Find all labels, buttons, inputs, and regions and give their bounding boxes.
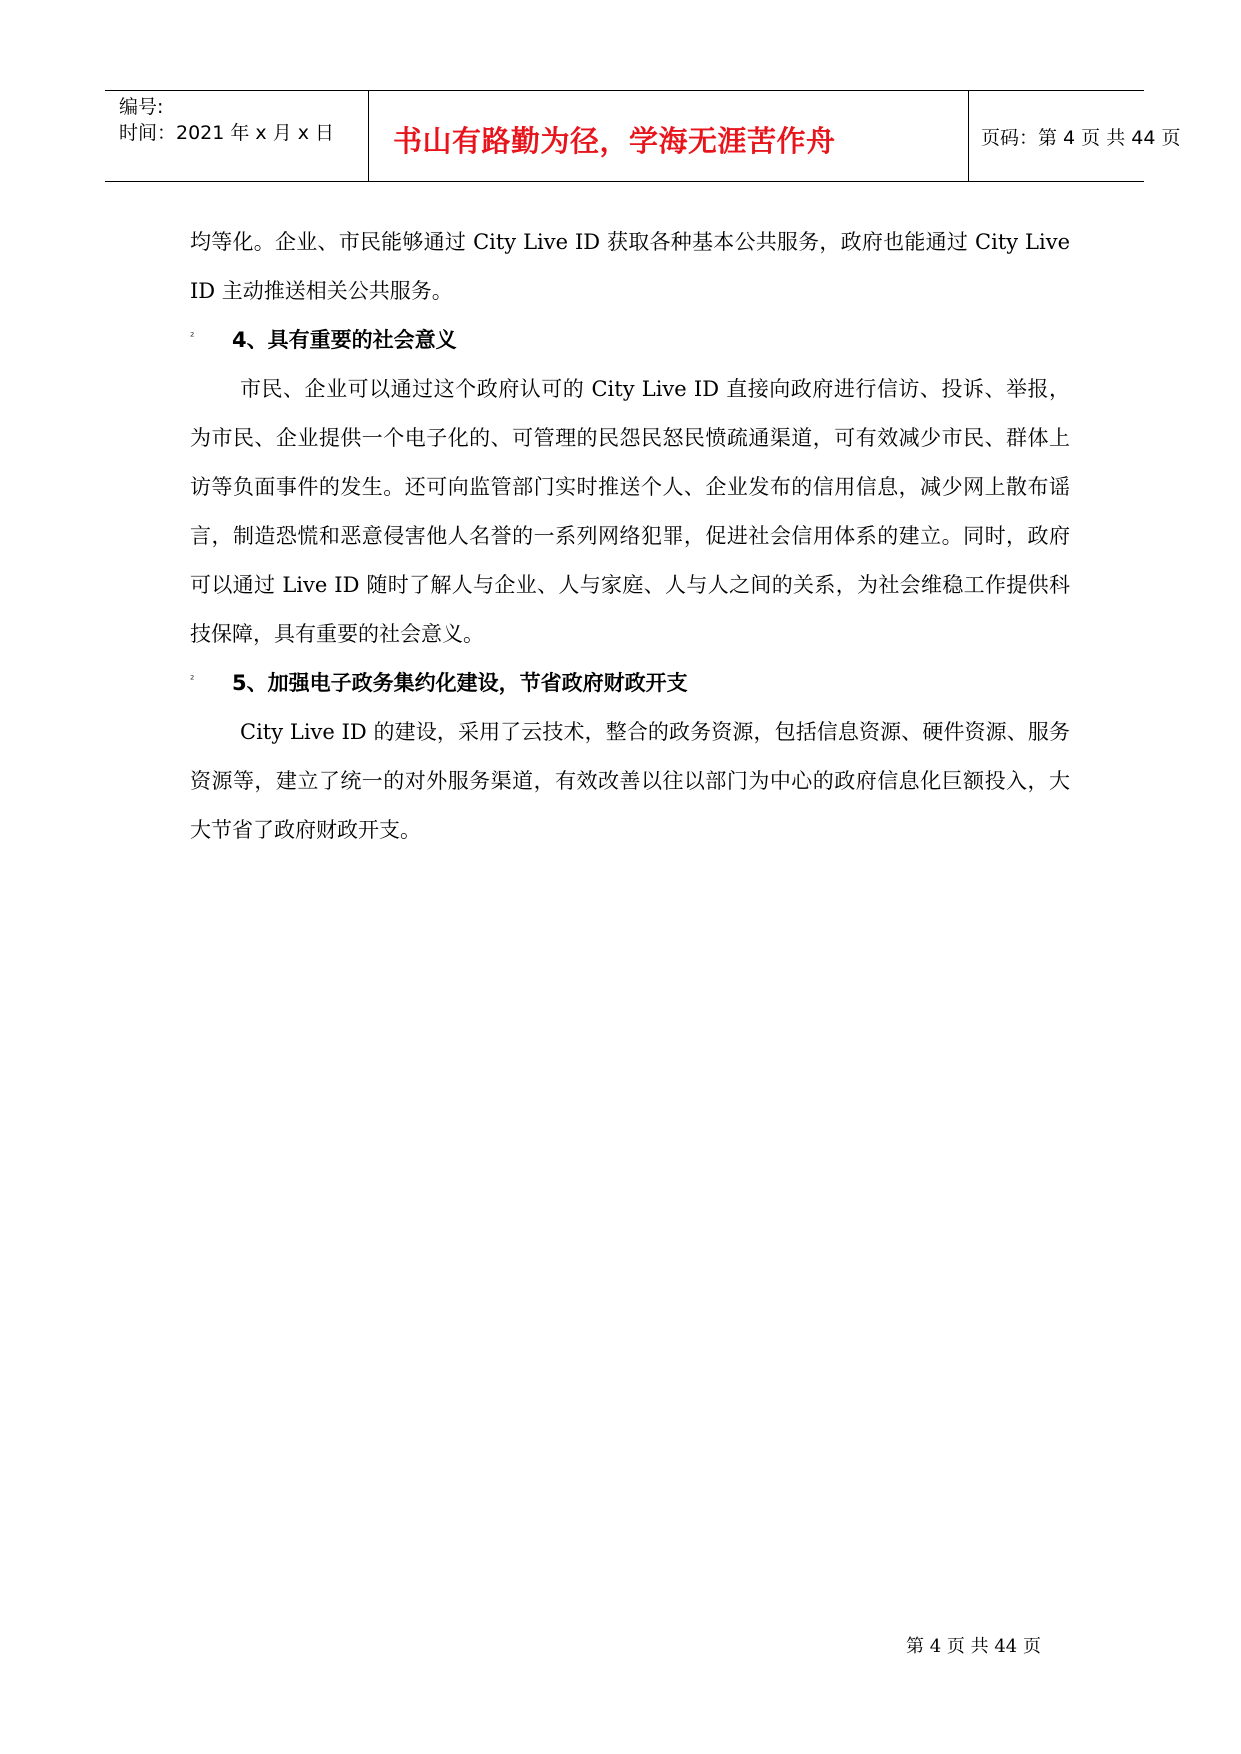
page-header bbox=[105, 90, 1181, 182]
header-motto: 书山有路勤为径，学海无涯苦作舟 bbox=[393, 124, 836, 158]
paragraph-2: 市民、企业可以通过这个政府认可的 City Live ID 直接向政府进行信访、投诉、举报，为市民、企业提供一个电子化的、可管理的民怨民怒民愤疏通渠道，可有效减少市民、群体上访等负面事件的发生。还可向监管部门实时推送个人、企业发布的信用信息，减少网上散布谣言，制造恐慌和恶意侵害他人名誉的一系列网络犯罪，促进社会信用体系的建立。同时，政府可以通过 Live ID 随时了解人与企业、人与家庭、人与人之间的关系，为社会维稳工作提供科技保障，具有重要的社会意义。 bbox=[190, 377, 1070, 646]
paragraph-1: 均等化。企业、市民能够通过 City Live ID 获取各种基本公共服务，政府也能通过 City Live ID 主动推送相关公共服务。 bbox=[190, 230, 1070, 303]
section-heading-5-text: 5、加强电子政务集约化建设，节省政府财政开支 bbox=[232, 671, 688, 695]
header-meta-cell bbox=[105, 91, 369, 181]
header-motto-cell bbox=[369, 91, 969, 181]
document-number-label: 编号: bbox=[119, 96, 164, 118]
heading-bullet-icon: ² bbox=[190, 673, 195, 686]
header-page-cell bbox=[969, 91, 1181, 181]
document-time-label: 时间：2021 年 x 月 x 日 bbox=[119, 122, 335, 144]
header-page-info: 页码：第 4 页 共 44 页 bbox=[981, 127, 1181, 149]
document-body bbox=[190, 218, 1070, 855]
page-footer: 第 4 页 共 44 页 bbox=[906, 1636, 1041, 1657]
paragraph-3: City Live ID 的建设，采用了云技术，整合的政务资源，包括信息资源、硬件资源、服务资源等，建立了统一的对外服务渠道，有效改善以往以部门为中心的政府信息化巨额投入，大大节省了政府财政开支。 bbox=[190, 720, 1070, 842]
section-heading-4-text: 4、具有重要的社会意义 bbox=[232, 328, 457, 352]
section-heading-4 bbox=[190, 316, 1070, 365]
heading-bullet-icon: ² bbox=[190, 330, 195, 343]
section-heading-5 bbox=[190, 659, 1070, 708]
